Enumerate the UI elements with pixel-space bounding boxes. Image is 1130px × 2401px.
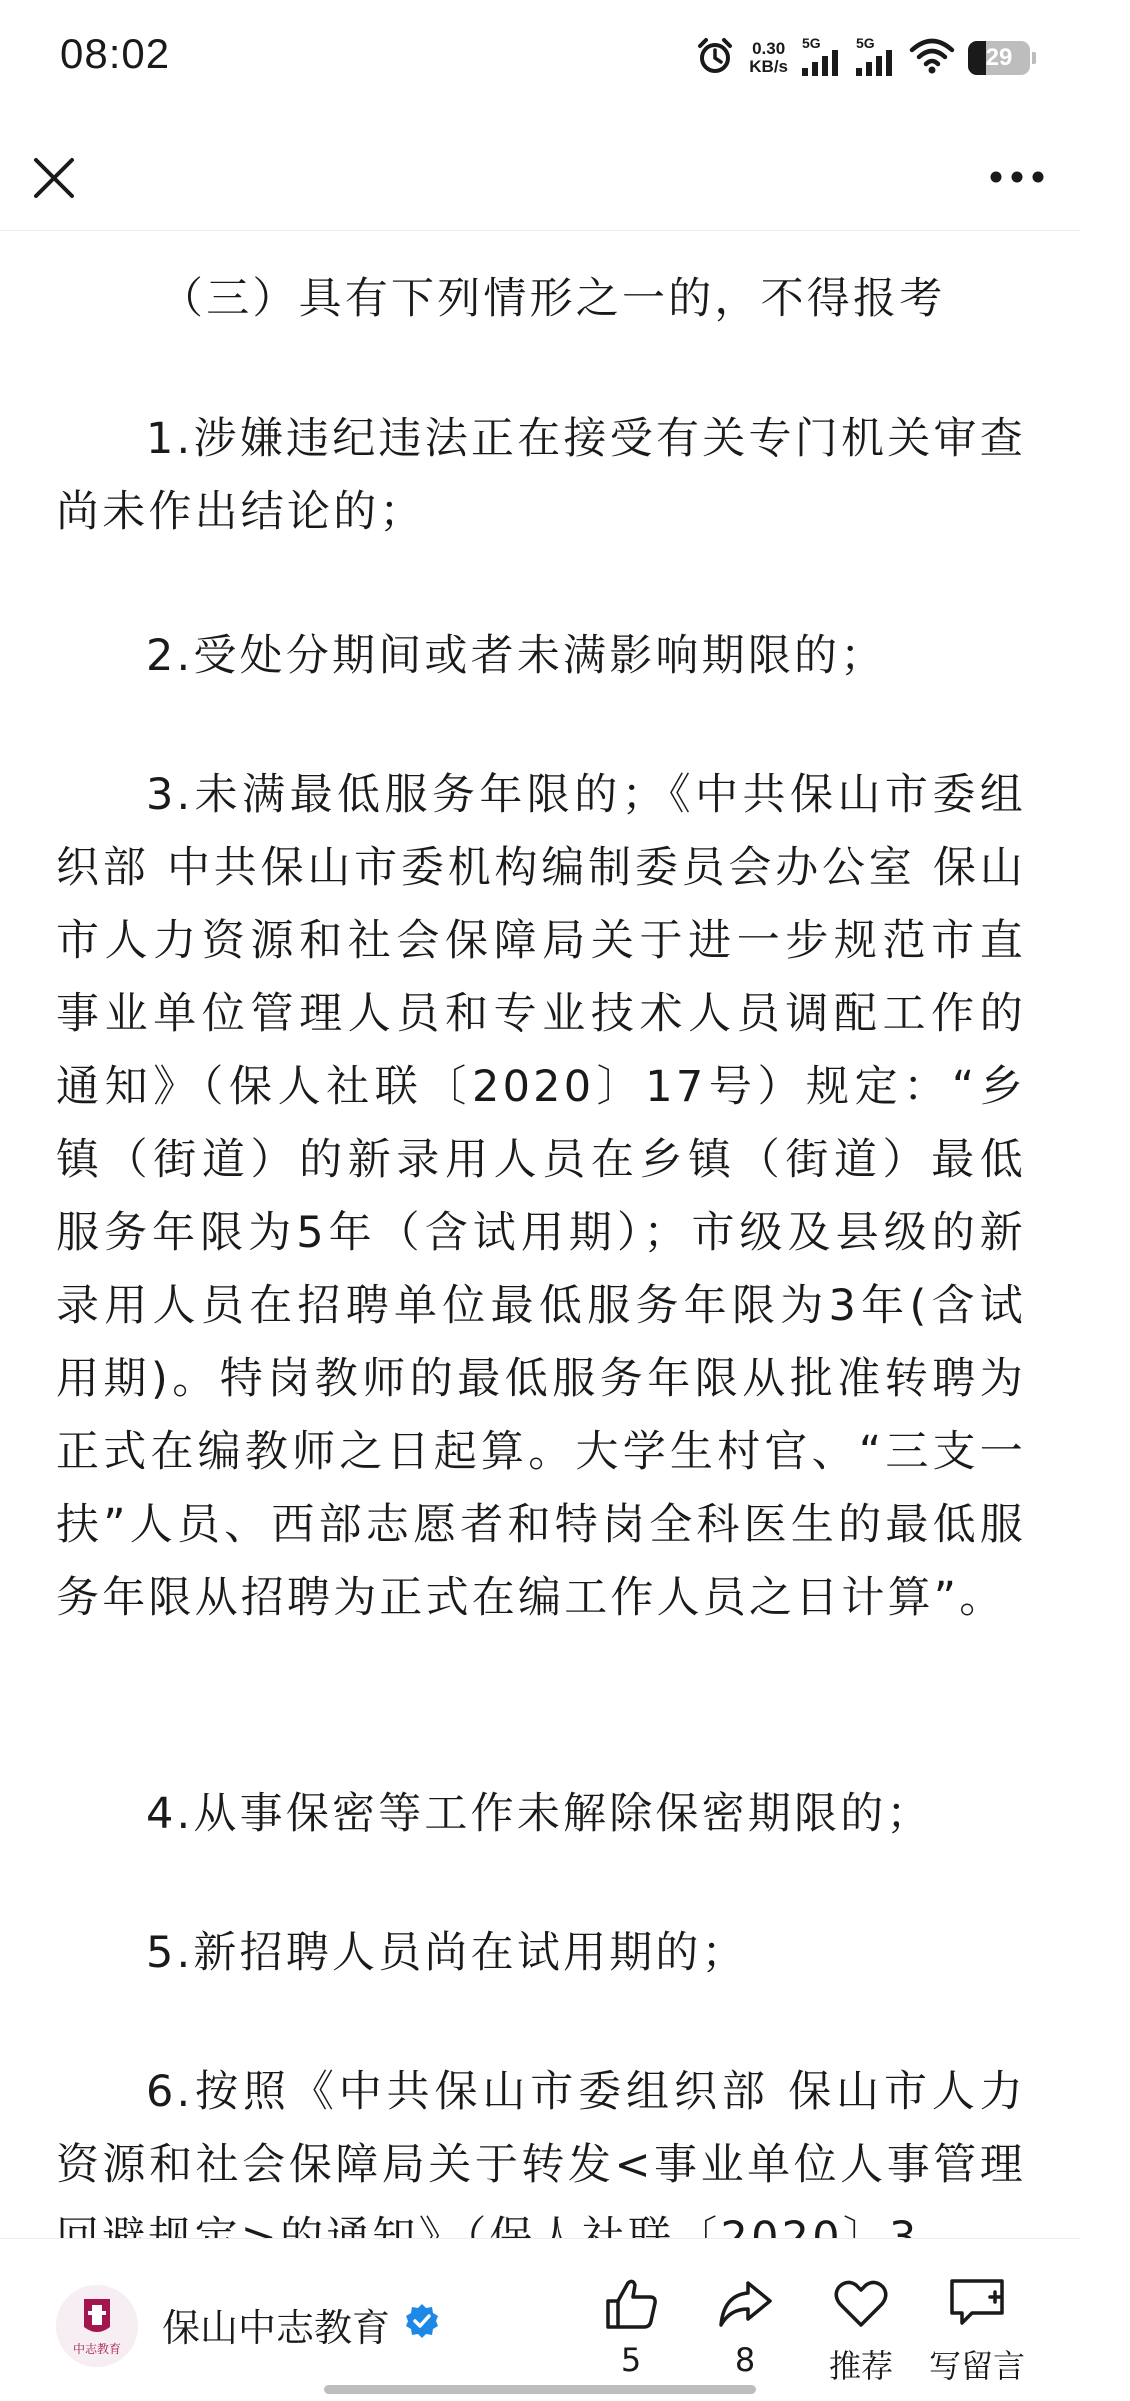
heart-icon [832, 2275, 890, 2333]
account-logo [56, 2285, 138, 2367]
battery-level: 29 [985, 44, 1013, 71]
share-count: 8 [734, 2341, 756, 2379]
like-button[interactable] [571, 2275, 691, 2385]
network-speed-unit: KB/s [749, 57, 788, 76]
recommend-label: 推荐 [828, 2347, 893, 2385]
share-button[interactable] [685, 2275, 805, 2385]
article-paragraph: 3.未满最低服务年限的；《中共保山市委组织部 中共保山市委机构编制委员会办公室 保山市人力资源和社会保障局关于进一步规范市直事业单位管理人员和专业技术人员调配工作的通知》（保人社联〔2020〕17号）规定：“乡镇（街道）的新录用人员在乡镇（街道）最低服务年限为5年（含试用期）；市级及县级的新录用人员在招聘单位最低服务年限为3年(含试用期)。特岗教师的最低服务年限从批准转聘为正式在编教师之日起算。大学生村官、“三支一扶”人员、西部志愿者和特岗全科医生的最低服务年限从招聘为正式在编工作人员之日计算”。 [56, 770, 1026, 1623]
battery-tip [1032, 52, 1036, 64]
battery-icon [968, 41, 1030, 75]
battery-fill [968, 41, 986, 75]
signal-icon [802, 50, 842, 80]
article-paragraph: 6.按照《中共保山市委组织部 保山市人力资源和社会保障局关于转发<事业单位人事管理 [56, 2067, 1026, 2190]
network-speed [749, 40, 788, 76]
article-paragraph: 2.受处分期间或者未满影响期限的； [146, 631, 887, 681]
top-nav-bar [0, 118, 1080, 231]
share-icon [716, 2275, 774, 2333]
verified-badge-icon [404, 2303, 440, 2339]
signal-2 [856, 36, 896, 80]
article-paragraph: 5.新招聘人员尚在试用期的； [146, 1928, 748, 1978]
alarm-icon [695, 36, 735, 80]
more-icon [988, 162, 1046, 192]
thumbs-up-icon [602, 2275, 660, 2333]
account-name[interactable]: 保山中志教育 [162, 2306, 391, 2350]
bottom-action-bar [0, 2238, 1080, 2401]
comment-icon [948, 2275, 1006, 2333]
home-indicator[interactable] [324, 2385, 756, 2394]
article-content [0, 231, 1080, 2203]
like-count: 5 [620, 2341, 642, 2379]
comment-label: 写留言 [928, 2347, 1025, 2385]
signal-1 [802, 36, 842, 80]
comment-button[interactable] [917, 2275, 1037, 2385]
account-avatar[interactable] [56, 2285, 138, 2367]
article-heading: （三）具有下列情形之一的，不得报考 [160, 274, 946, 324]
more-button[interactable] [988, 162, 1046, 192]
status-bar [0, 0, 1080, 118]
status-icons [695, 30, 1030, 86]
signal-1-label: 5G [802, 35, 821, 51]
network-speed-value: 0.30 [752, 39, 786, 58]
signal-2-label: 5G [856, 35, 875, 51]
logo-text: 中志教育 [72, 2342, 122, 2356]
status-time: 08:02 [60, 30, 171, 77]
wifi-icon [910, 38, 954, 78]
close-button[interactable] [30, 154, 78, 202]
recommend-button[interactable] [801, 2275, 921, 2385]
close-icon [30, 154, 78, 202]
article-paragraph: 1.涉嫌违纪违法正在接受有关专门机关审查尚未作出结论的； [56, 414, 1026, 537]
article-paragraph: 4.从事保密等工作未解除保密期限的； [146, 1789, 933, 1839]
signal-icon [856, 50, 896, 80]
